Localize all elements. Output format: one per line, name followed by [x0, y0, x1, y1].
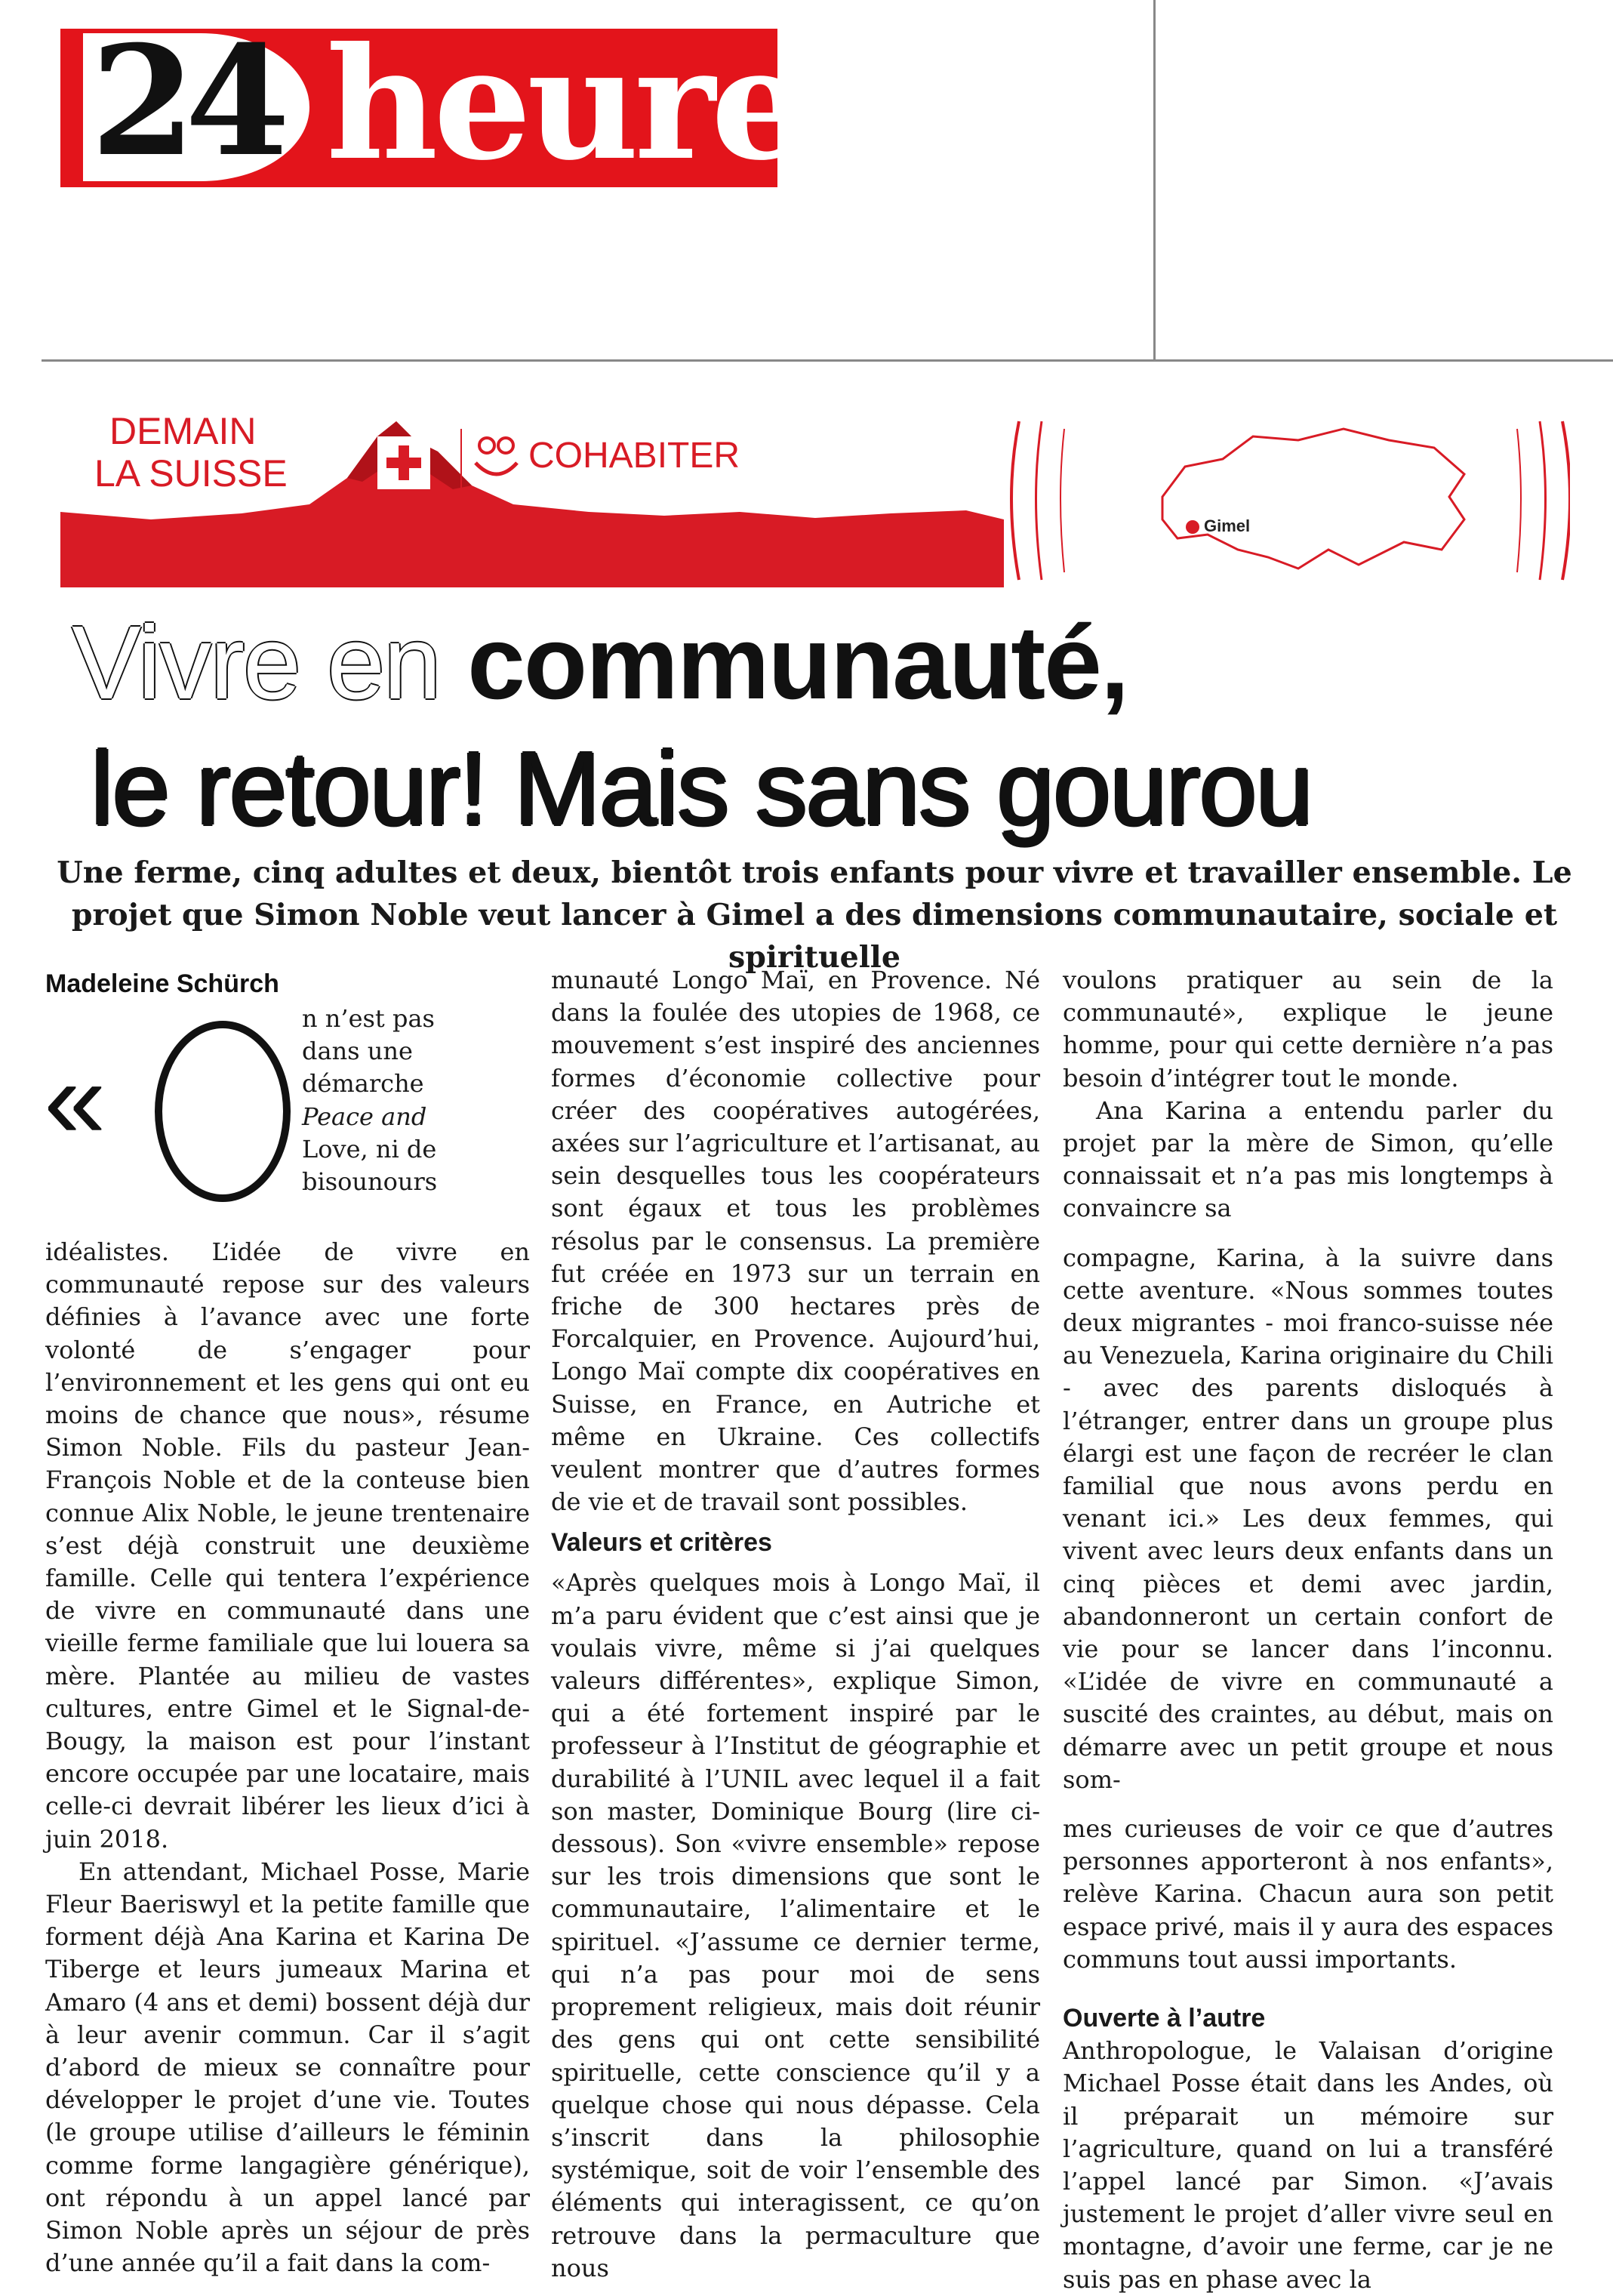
drop-cap-letter [155, 1021, 291, 1202]
col3-paragraph: compagne, Karina, à la suivre dans cette aventure. «Nous sommes toutes deux migrantes - moi franco-suisse née au Venezuela, Karina originaire du Chili - avec des parents disloqués à l’étranger, entrer dans un groupe plus élargi est une façon de recréer le clan familial que nous avons perdu en venant ici.» Les deux femmes, qui vivent avec leurs deux enfants dans un cinq pièces et demi avec jardin, abandonneront un certain confort de vie pour se lancer dans l’inconnu. «L’idée de vivre en communauté a suscité des craintes, au début, mais on démarre avec un petit groupe et nous som- [1063, 1243, 1553, 1794]
col3-paragraph: mes curieuses de voir ce que d’autres personnes apporteront à nos enfants», relève Karina. Chacun aura son petit espace privé, mais il y aura des espaces communs tout aussi importants. [1063, 1814, 1553, 1974]
headline-line-2: le retour! Mais sans gourou [91, 731, 1313, 847]
lead-paragraph: Une ferme, cinq adultes et deux, bientôt trois enfants pour vivre et travailler ensemble. Le projet que Simon Noble veut lancer à Gimel a des dimensions communautaire, sociale et spirituelle [57, 855, 1572, 975]
masthead-logo [60, 13, 887, 195]
banner-title-1: DEMAIN [109, 410, 257, 452]
col3-paragraph: Ana Karina a entendu parler du projet par la mère de Simon, qu’elle connaissait et n’a pas mis longtemps à convaincre sa [1063, 1096, 1553, 1223]
col1-paragraph: En attendant, Michael Posse, Marie Fleur Baeriswyl et la petite famille que forment déjà Ana Karina et Karina De Tiberge et leurs jumeaux Marina et Amaro (4 ans et demi) bossent déjà dur à leur avenir commun. Car il s’agit d’abord de mieux se connaître pour développer le projet d’une vie. Toutes (le groupe utilise d’ailleurs le féminin comme forme langagière générique), ont répondu à un appel lancé par Simon Noble après un séjour de près d’une année qu’il a fait dans la com- [45, 1857, 530, 2278]
col2-paragraph: «Après quelques mois à Longo Maï, il m’a paru évident que c’est ainsi que je voulais vivre, même si j’ai quelques valeurs différentes», explique Simon, qui a été fortement inspiré par le professeur à l’Institut de géographie et durabilité à l’UNIL avec lequel il a fait son master, Dominique Bourg (lire ci-dessous). Son «vivre ensemble» repose sur les trois dimensions que sont le communautaire, l’alimentaire et le spirituel. «J’assume ce dernier terme, qui n’a pas pour moi de sens proprement religieux, mais doit réunir des gens qui ont cette sensibilité spirituelle, cette conscience qu’il y a quelque chose qui nous dépasse. Cela s’inscrit dans la philosophie systémique, soit de voir l’ensemble des éléments qui interagissent, ce qu’on retrouve dans la permaculture que nous [551, 1568, 1040, 2282]
headline-line-1: Vivre en communauté, [72, 605, 1128, 721]
divider-vertical [1153, 0, 1156, 361]
map-marker-icon [1186, 520, 1199, 534]
article-column-3 [1063, 964, 1553, 2296]
author-byline: Madeleine Schürch [45, 969, 279, 998]
col3-paragraph: voulons pratiquer au sein de la communauté», explique le jeune homme, pour qui cette dernière n’a pas besoin d’intégrer tout le monde. [1063, 966, 1553, 1093]
article-column-1 [45, 1236, 530, 2280]
col1-dropcap-lines: n n’est pas dans une démarche Peace and Love, ni de bisounours [302, 1004, 438, 1197]
col2-paragraph: munauté Longo Maï, en Provence. Né dans la foulée des utopies de 1968, ce mouvement s’est inspiré des anciennes formes d’économie collective pour créer des coopératives autogérées, axées sur l’agriculture et l’artisanat, au sein desquelles tous les coopérateurs sont égaux et tous les problèmes résolus par le consensus. La première fut créée en 1973 sur un terrain en friche de 300 hectares près de Forcalquier, en Provence. Aujourd’hui, Longo Maï compte dix coopératives en Suisse, en France, en Autriche et même en Ukraine. Ces collectifs veulent montrer que d’autres formes de vie et de travail sont possibles. [551, 966, 1040, 1517]
subheading-valeurs: Valeurs et critères [551, 1528, 772, 1558]
drop-quote-mark: « [44, 1037, 106, 1162]
banner-graphic [60, 406, 1570, 587]
logo-number: 24 [91, 13, 280, 190]
article-column-2 [551, 964, 1040, 2285]
subheading-ouverte: Ouverte à l’autre [1063, 2004, 1266, 2033]
divider-horizontal [42, 359, 1613, 362]
col3-paragraph: Anthropologue, le Valaisan d’origine Michael Posse était dans les Andes, où il préparait un mémoire sur l’agriculture, quand on lui a transféré l’appel lancé par Simon. «J’avais justement le projet d’aller vivre seul en montagne, d’avoir une ferme, car je ne suis pas en phase avec la [1063, 2036, 1553, 2294]
banner-title-2: LA SUISSE [94, 452, 288, 495]
col1-paragraph: idéalistes. L’idée de vivre en communauté repose sur des valeurs définies à l’avance avec une forte volonté de s’engager pour l’environnement et les gens qui ont eu moins de chance que nous», résume Simon Noble. Fils du pasteur Jean-François Noble et de la conteuse bien connue Alix Noble, le jeune trentenaire s’est déjà construit une deuxième famille. Celle qui tentera l’expérience de vivre en communauté dans une vieille ferme familiale que lui louera sa mère. Plantée au milieu de vastes cultures, entre Gimel et le Signal-de-Bougy, la maison est pour l’instant encore occupée par une locataire, mais celle-ci devrait libérer les lieux d’ici à juin 2018. [45, 1237, 530, 1854]
map-label: Gimel [1204, 516, 1251, 535]
section-banner [60, 406, 1570, 587]
logo-word: heures [326, 14, 887, 195]
banner-section: COHABITER [528, 436, 740, 476]
